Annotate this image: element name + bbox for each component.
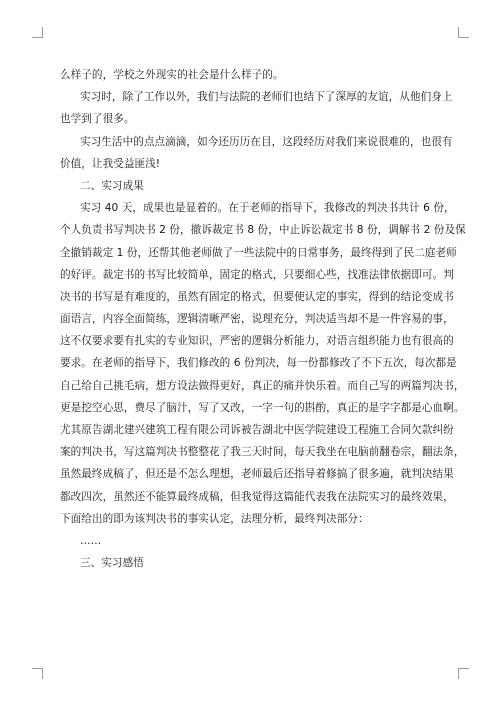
text-line: 全撤销裁定 1 份，还帮其他老师做了一些法院中的日常事务，最终得到了民二庭老师 [60, 246, 457, 259]
text-line: 都改四次，虽然还不能算最终成稿，但我觉得这篇能代表我在法院实习的最终效果， [60, 490, 454, 503]
text-line: 要求。在老师的指导下，我们修改的 6 份判决，每一份都修改了不下五次，每次都是 [60, 357, 457, 370]
text-line: 案的判决书，写这篇判决书整整花了我三天时间，每天我坐在电脑前翻卷宗，翻法条， [60, 446, 465, 459]
text-line: 自己给自己挑毛病，想方设法做得更好，真正的痛并快乐着。而自己写的两篇判决书， [60, 379, 465, 392]
text-line: 下面给出的即为该判决书的事实认定，法理分析，最终判决部分： [60, 512, 369, 525]
text-line: 么样子的，学校之外现实的社会是什么样子的。 [60, 69, 284, 81]
crop-mark-bottom-right [458, 668, 469, 679]
text-line: 实习时，除了工作以外，我们与法院的老师们也结下了深厚的友谊，从他们身上 [80, 91, 453, 104]
text-line: 更是挖空心思，费尽了脑汁，写了又改，一字一句的斟酌，真正的是字字都是心血啊。 [60, 401, 465, 414]
crop-mark-top-right [458, 27, 469, 38]
crop-mark-bottom-left [32, 668, 43, 679]
text-line: 尤其原告湖北建兴建筑工程有限公司诉被告湖北中医学院建设工程施工合同欠款纠纷 [60, 424, 454, 436]
text-line: 也学到了很多。 [60, 113, 135, 126]
text-line: 这不仅要求要有扎实的专业知识，严密的逻辑分析能力，对语言组织能力也有很高的 [60, 335, 454, 348]
text-line: 实习生活中的点点滴滴，如今还历历在目，这段经历对我们来说很难的，也很有 [80, 135, 453, 148]
text-line: 实习 40 天，成果也是显着的。在于老师的指导下，我修改的判决书共计 6 份， [80, 202, 455, 215]
text-line: 价值，让我受益匪浅! [60, 157, 161, 170]
ellipsis-line: …… [80, 534, 102, 547]
document-body [60, 64, 466, 574]
section-heading: 二、实习成果 [80, 179, 144, 192]
text-line: 个人负责书写判决书 2 份，撤诉裁定书 8 份，中止诉讼裁定书 8 份，调解书 2 份及保 [60, 224, 466, 237]
text-line: 面语言，内容全面简练，逻辑清晰严密，说理充分，判决适当却不是一件容易的事， [60, 313, 454, 326]
section-heading: 三、实习感悟 [80, 557, 144, 570]
crop-mark-top-left [32, 27, 43, 38]
text-line: 虽然最终成稿了，但还是不怎么理想，老师最后还指导着修搞了很多遍，就判决结果 [60, 468, 454, 481]
text-line: 决书的书写是有难度的，虽然有固定的格式，但要使认定的事实，得到的结论变成书 [60, 290, 454, 303]
text-line: 的好评。裁定书的书写比较简单，固定的格式，只要细心些，找准法律依据即可。判 [60, 268, 454, 281]
